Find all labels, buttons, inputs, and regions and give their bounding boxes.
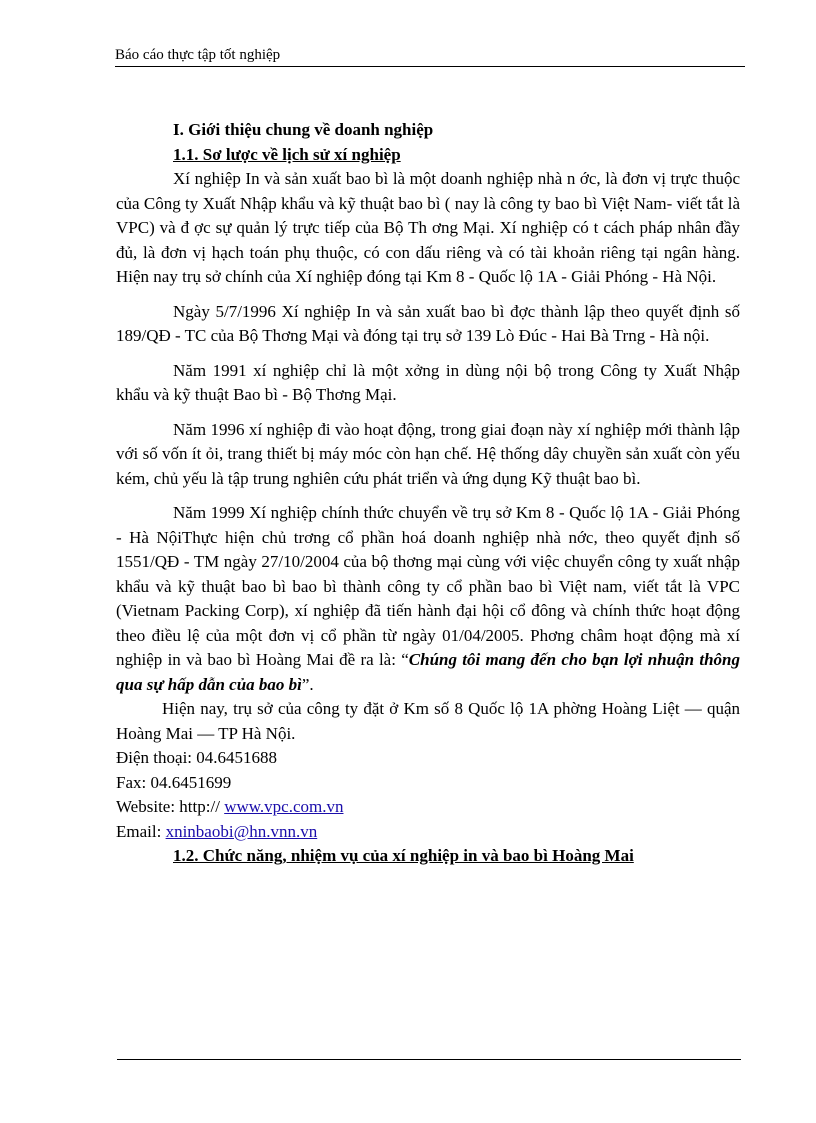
- paragraph-founding: Ngày 5/7/1996 Xí nghiệp In và sản xuất bao bì đợc thành lập theo quyết định số 189/QĐ - TC của Bộ Thơng Mại và đóng tại trụ sở 139 Lò Đúc - Hai Bà Trng - Hà nội.: [116, 301, 740, 345]
- footer-divider: [117, 1059, 741, 1060]
- contact-phone: Điện thoại: 04.6451688: [116, 748, 278, 767]
- website-label: Website: http://: [116, 797, 225, 816]
- document-body: [116, 118, 740, 869]
- contact-email: [116, 820, 740, 845]
- running-header: [115, 44, 745, 67]
- paragraph-1999-end: ”.: [301, 674, 314, 694]
- paragraph-1996: Năm 1996 xí nghiệp đi vào hoạt động, trong giai đoạn này xí nghiệp mới thành lập với số vốn ít ỏi, trang thiết bị máy móc còn hạn chế. Hệ thống dây chuyền sản xuất còn yếu kém, chủ yếu là tập trung nghiên cứu phát triển và ứng dụng Kỹ thuật bao bì.: [116, 419, 740, 488]
- contact-fax: Fax: 04.6451699: [116, 772, 232, 792]
- running-header-title: Báo cáo thực tập tốt nghiệp: [115, 47, 281, 63]
- company-slogan: Chúng tôi mang đến cho bạn lợi nhuận thông qua sự hấp dẫn của bao bì: [116, 650, 740, 694]
- paragraph-address: Hiện nay, trụ sở của công ty đặt ở Km số 8 Quốc lộ 1A phờng Hoàng Liệt — quận Hoàng Mai — TP Hà Nội.: [116, 699, 740, 743]
- paragraph-intro: Xí nghiệp In và sản xuất bao bì là một doanh nghiệp nhà n ớc, là đơn vị trực thuộc của Công ty Xuất Nhập khẩu và kỹ thuật bao bì ( nay là công ty bao bì Việt Nam- viết tắt là VPC) và đ ợc sự quản lý trực tiếp của Bộ Th ơng Mại. Xí nghiệp có t cách pháp nhân đầy đủ, là đơn vị hạch toán phụ thuộc, có con dấu riêng và có tài khoản riêng tại ngân hàng. Hiện nay trụ sở chính của Xí nghiệp đóng tại Km 8 - Quốc lộ 1A - Giải Phóng - Hà Nội.: [116, 169, 740, 286]
- paragraph-1999-text: Năm 1999 Xí nghiệp chính thức chuyển về trụ sở Km 8 - Quốc lộ 1A - Giải Phóng - Hà NộiThực hiện chủ trơng cổ phần hoá doanh nghiệp nhà nớc, theo quyết định số 1551/QĐ - TM ngày 27/10/2004 của bộ thơng mại cùng với việc chuyển công ty xuất nhập khẩu và kỹ thuật bao bì bao bì thành công ty cổ phần bao bì Việt nam, viết tắt là VPC (Vietnam Packing Corp), xí nghiệp đã tiến hành đại hội cổ đông và chính thức hoạt động theo điều lệ của một đơn vị cổ phần từ ngày 01/04/2005. Phơng châm hoạt động mà xí nghiệp in và bao bì Hoàng Mai đề ra là: “: [116, 503, 740, 669]
- email-link[interactable]: xninbaobi@hn.vnn.vn: [165, 821, 318, 841]
- paragraph-1991: Năm 1991 xí nghiệp chỉ là một xởng in dùng nội bộ trong Công ty Xuất Nhập khẩu và kỹ thuật Bao bì - Bộ Thơng Mại.: [116, 360, 740, 404]
- contact-website: [116, 795, 740, 820]
- website-link[interactable]: www.vpc.com.vn: [224, 797, 344, 816]
- subsection-functions-heading: 1.2. Chức năng, nhiệm vụ của xí nghiệp in và bao bì Hoàng Mai: [173, 846, 634, 865]
- section-title: I. Giới thiệu chung về doanh nghiệp: [173, 120, 434, 139]
- email-label: Email:: [116, 821, 166, 841]
- paragraph-1999: [116, 501, 740, 697]
- subsection-history-heading: 1.1. Sơ lược về lịch sử xí nghiệp: [173, 144, 401, 164]
